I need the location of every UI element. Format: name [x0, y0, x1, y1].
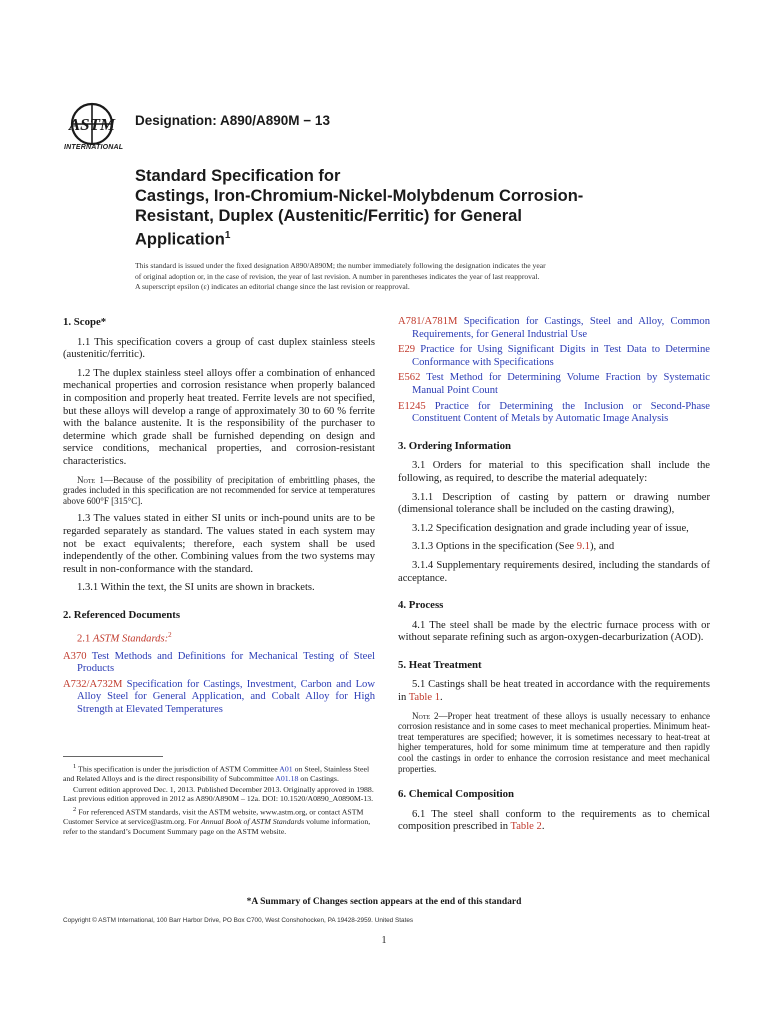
footnote-italic: Annual Book of ASTM Standards	[201, 817, 305, 827]
logo-wordmark: INTERNATIONAL	[64, 144, 124, 151]
paragraph-1-2: 1.2 The duplex stainless steel alloys offer a combination of enhanced mechanical properties and corrosion resistance when properly balanced in composition and properly heat treated. Ferrite levels are not specified, but these alloys will develop a range of approximately 30 to 60 % ferrite with the balance austenite. It is the responsibility of the purchaser to determine which grade shall be furnished depending on design and service conditions, mechanical properties, and corrosion-resistant characteristics.	[63, 367, 375, 467]
issuance-line: A superscript epsilon (ε) indicates an editorial change since the last revision or reapproval.	[135, 282, 410, 291]
logo-text: ASTM	[68, 115, 116, 134]
paragraph-3-1-1: 3.1.1 Description of casting by pattern or drawing number (dimensional tolerance shall be included on the casting drawing),	[398, 491, 710, 516]
reference-item[interactable]	[398, 344, 710, 369]
reference-item[interactable]	[63, 651, 375, 676]
sub-number: 2.1	[77, 634, 93, 645]
table-link[interactable]: Table 2	[510, 821, 542, 833]
reference-code[interactable]: A732/A732M	[63, 678, 123, 690]
footnote-mark: 1	[224, 230, 231, 241]
reference-code[interactable]: A781/A781M	[398, 316, 458, 327]
reference-code[interactable]: E562	[398, 372, 421, 384]
issuance-line: of original adoption or, in the case of revision, the year of last revision. A number in parentheses indicates the year of last reapproval.	[135, 271, 540, 281]
section-heading-process: 4. Process	[398, 599, 444, 612]
paragraph-1-3: 1.3 The values stated in either SI units or inch-pound units are to be regarded separately as standard. The values stated in each system may not be exact equivalents; therefore, each system shall be used independently of the other. Combining values from the two systems may result in non-conformance with the standard.	[63, 513, 375, 575]
designation: Designation: A890/A890M − 13	[135, 113, 330, 128]
paragraph-3-1-3	[398, 541, 710, 554]
committee-link[interactable]: A01	[279, 764, 293, 774]
reference-code[interactable]: E29	[398, 344, 416, 356]
paragraph-3-1-4: 3.1.4 Supplementary requirements desired, including the standards of acceptance.	[398, 559, 710, 584]
paragraph-5-1	[398, 679, 710, 704]
note-text: —Proper heat treatment of these alloys is usually necessary to enhance corrosion resistance and in some cases to meet mechanical properties. Minimum heat-treat temperatures are specified; however, it is sometimes necessary to heat-treat at higher temperatures, hold for some minimum time at temperature and then rapidly cool the castings in order to enhance the corrosion resistance and meet mechanical properties.	[398, 710, 710, 774]
section-heading-chemical: 6. Chemical Composition	[398, 788, 515, 801]
section-link[interactable]: 9.1	[576, 541, 591, 553]
copyright: Copyright © ASTM International, 100 Barr Harbor Drive, PO Box C700, West Conshohocken, PA 19428-2959. United States	[63, 917, 414, 924]
title-line: Resistant, Duplex (Austenitic/Ferritic) for General	[135, 207, 522, 225]
text: 6.1 The steel shall conform to the requirements as to chemical composition prescribed in	[398, 808, 710, 833]
footnote-text: This specification is under the jurisdiction of ASTM Committee	[76, 764, 280, 774]
footnote-mark: 2	[73, 805, 77, 813]
reference-title[interactable]: Practice for Determining the Inclusion or Second-Phase Constituent Content of Metals by Automatic Image Analysis	[412, 400, 710, 425]
reference-code[interactable]: E1245	[398, 400, 426, 412]
reference-title[interactable]: Practice for Using Significant Digits in Test Data to Determine Conformance with Specifications	[412, 344, 710, 368]
page-number: 1	[381, 935, 387, 946]
note-label: Note 2	[412, 710, 439, 721]
title-line: Standard Specification for	[135, 167, 341, 185]
text: .	[541, 821, 545, 833]
note-1	[63, 475, 375, 507]
paragraph-3-1: 3.1 Orders for material to this specification shall include the following, as required, to describe the material adequately:	[398, 460, 710, 484]
note-label: Note 1	[77, 474, 104, 485]
reference-title[interactable]: Specification for Castings, Steel and Alloy, Common Requirements, for General Industrial Use	[412, 316, 710, 340]
footnote-1	[63, 762, 375, 784]
footnote-divider	[63, 756, 163, 757]
note-text: —Because of the possibility of precipitation of embrittling phases, the grades included in this specification are not recommended for service at temperatures above 600°F [315°C].	[63, 474, 375, 506]
paragraph-1-1: 1.1 This specification covers a group of cast duplex stainless steels (austenitic/ferritic).	[63, 336, 375, 361]
footnote-text: on Steel, Stainless Steel and Related Alloys and is the direct responsibility of Subcommittee	[63, 764, 370, 784]
title-line: Castings, Iron-Chromium-Nickel-Molybdenum Corrosion-	[135, 187, 584, 205]
issuance-line: This standard is issued under the fixed designation A890/A890M; the number immediately following the designation indicates the year	[135, 261, 546, 270]
text: 3.1.3 Options in the specification (See	[412, 541, 577, 553]
paragraph-6-1	[398, 809, 710, 834]
section-heading-references: 2. Referenced Documents	[63, 608, 181, 621]
table-link[interactable]: Table 1	[408, 692, 441, 704]
paragraph-4-1: 4.1 The steel shall be made by the electric furnace process with or without separate refining such as argon-oxygen-decarburization (AOD).	[398, 619, 710, 644]
footnotes	[63, 762, 375, 837]
reference-item[interactable]	[398, 372, 710, 397]
sub-label: ASTM Standards:	[92, 634, 169, 645]
left-column	[63, 316, 375, 720]
note-2	[398, 711, 710, 775]
title-line	[135, 226, 625, 250]
summary-of-changes-note: *A Summary of Changes section appears at the end of this standard	[246, 897, 522, 907]
footnote-mark: 1	[73, 763, 77, 770]
footnote-text: on Castings.	[298, 774, 339, 784]
text: ), and	[590, 541, 615, 553]
reference-title[interactable]: Test Method for Determining Volume Fraction by Systematic Manual Point Count	[412, 372, 710, 396]
right-column	[398, 316, 710, 840]
issuance-statement	[135, 261, 630, 293]
section-heading-ordering: 3. Ordering Information	[398, 439, 512, 452]
footnote-text: volume information, refer to the standard’s Document Summary page on the ASTM website.	[63, 817, 371, 836]
footnote-edition: Current edition approved Dec. 1, 2013. Published December 2013. Originally approved in 1988. Last previous edition approved in 2012 as A890/A890M – 12a. DOI: 10.1520/A0890_A0890M-13.	[63, 784, 374, 804]
reference-title[interactable]: Test Methods and Definitions for Mechanical Testing of Steel Products	[77, 650, 375, 675]
footnote-mark: 2	[168, 631, 172, 640]
reference-code[interactable]: A370	[63, 650, 87, 662]
section-heading-heat-treatment: 5. Heat Treatment	[398, 658, 482, 671]
footnote-text: For referenced ASTM standards, visit the ASTM website, www.astm.org, or contact ASTM Customer Service at service@astm.org. For	[63, 807, 364, 827]
text: .	[440, 692, 443, 704]
paragraph-3-1-2: 3.1.2 Specification designation and grade including year of issue,	[412, 522, 689, 534]
reference-title[interactable]: Specification for Castings, Investment, Carbon and Low Alloy Steel for General Application, and Cobalt Alloy for High Strength at Elevated Temperatures	[77, 678, 375, 715]
document-title	[135, 166, 625, 250]
paragraph-1-3-1: 1.3.1 Within the text, the SI units are shown in brackets.	[77, 582, 315, 594]
section-heading-scope: 1. Scope*	[63, 316, 107, 328]
text: 5.1 Castings shall be heat treated in accordance with the requirements in	[398, 679, 710, 704]
subcommittee-link[interactable]: A01.18	[275, 774, 299, 784]
footnote-2	[63, 805, 375, 836]
reference-item[interactable]	[398, 401, 710, 426]
reference-item[interactable]	[398, 316, 710, 341]
title-line-text: Application	[135, 230, 225, 249]
astm-standards-label	[63, 629, 375, 646]
reference-item[interactable]	[63, 679, 375, 717]
